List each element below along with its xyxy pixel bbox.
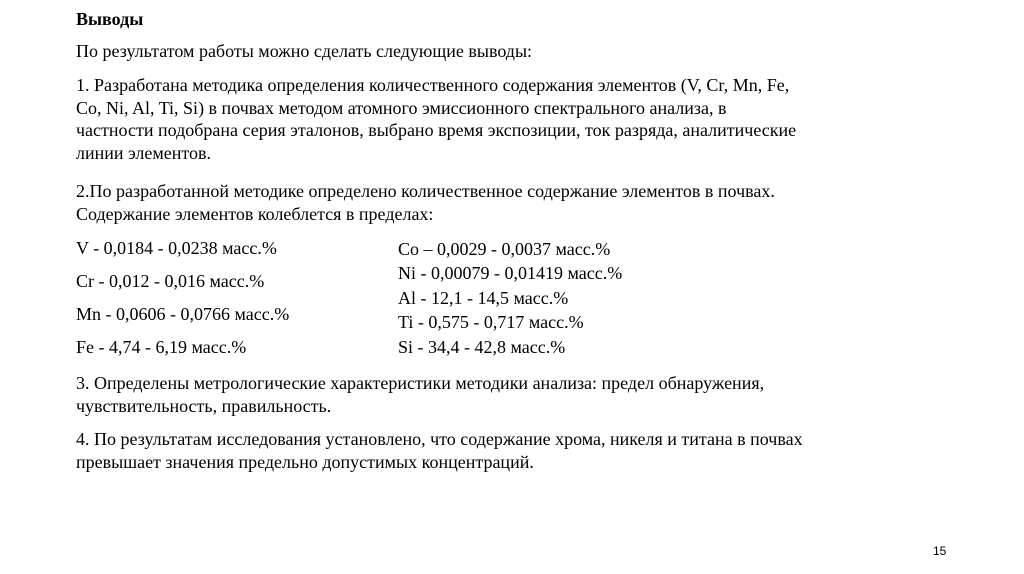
conclusion-4-line: 4. По результатам исследования установлено, что содержание хрома, никеля и титана в почвах: [76, 429, 803, 449]
conclusion-2: [76, 180, 956, 225]
element-range: Mn - 0,0606 - 0,0766 масс.%: [76, 304, 290, 324]
conclusion-3: [76, 372, 956, 417]
page-number: 15: [933, 544, 947, 558]
intro-paragraph: [76, 40, 956, 63]
element-range: V - 0,0184 - 0,0238 масс.%: [76, 238, 277, 258]
element-range: Fe - 4,74 - 6,19 масс.%: [76, 337, 247, 357]
element-range: Ni - 0,00079 - 0,01419 масс.%: [398, 263, 623, 283]
conclusion-1: [76, 74, 956, 164]
element-range: Al - 12,1 - 14,5 масс.%: [398, 288, 569, 308]
element-range: Co – 0,0029 - 0,0037 масс.%: [398, 239, 611, 259]
conclusion-3-line: 3. Определены метрологические характеристики методики анализа: предел обнаружения,: [76, 373, 765, 393]
conclusion-1-line: линии элементов.: [76, 142, 212, 163]
conclusion-4: [76, 428, 956, 473]
element-range: Cr - 0,012 - 0,016 масс.%: [76, 271, 265, 291]
conclusion-1-line: Co, Ni, Al, Ti, Si) в почвах методом атомного эмиссионного спектрального анализа, в: [76, 97, 727, 118]
element-range: Ti - 0,575 - 0,717 масс.%: [398, 312, 584, 332]
conclusion-2-line: Содержание элементов колеблется в пределах:: [76, 203, 434, 224]
conclusion-3-line: чувствительность, правильность.: [76, 395, 332, 416]
element-range: Si - 34,4 - 42,8 масс.%: [398, 337, 566, 357]
intro-line: По результатом работы можно сделать следующие выводы:: [76, 41, 533, 61]
slide-title: Выводы: [76, 9, 144, 29]
conclusion-2-line: 2.По разработанной методике определено количественное содержание элементов в почвах.: [76, 181, 775, 201]
conclusion-1-line: 1. Разработана методика определения количественного содержания элементов (V, Cr, Mn, Fe,: [76, 75, 790, 95]
conclusion-1-line: частности подобрана серия эталонов, выбрано время экспозиции, ток разряда, аналитические: [76, 120, 797, 140]
conclusion-4-line: превышает значения предельно допустимых концентраций.: [76, 451, 534, 472]
